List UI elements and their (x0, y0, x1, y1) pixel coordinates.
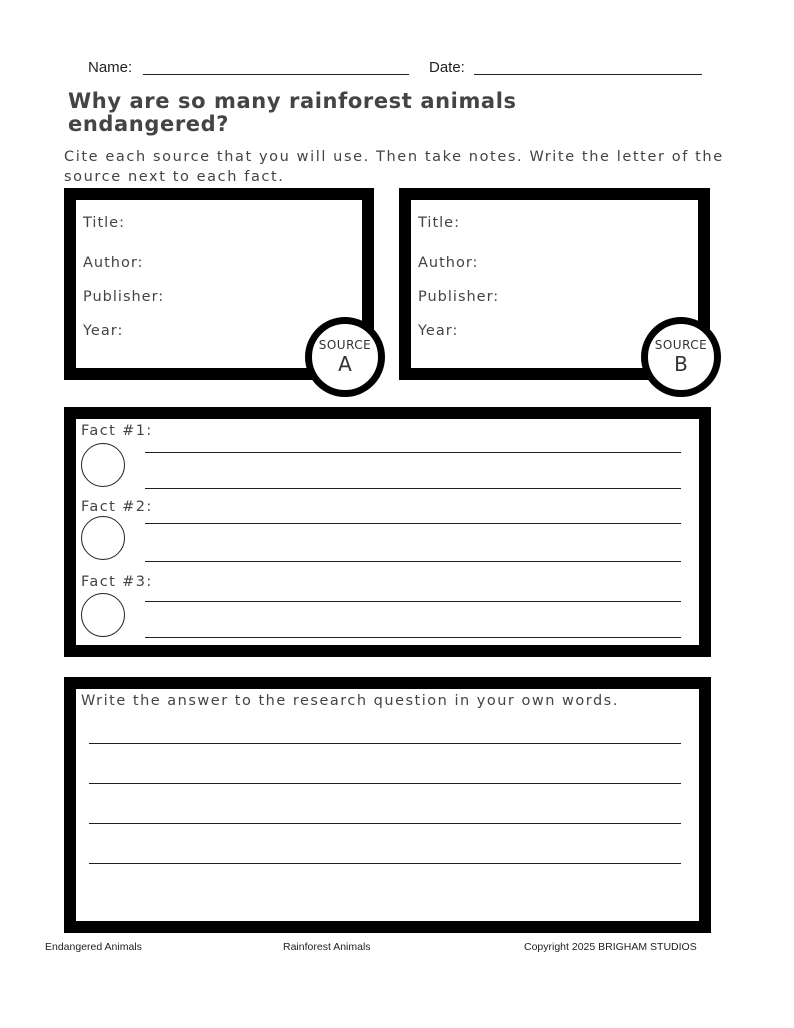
source-b-title-label: Title: (418, 215, 460, 231)
footer-left: Endangered Animals (45, 941, 142, 953)
name-field[interactable] (143, 74, 409, 75)
fact-3-label: Fact #3: (81, 574, 153, 590)
answer-line-1[interactable] (89, 743, 681, 744)
fact-1-source-circle[interactable] (81, 443, 125, 487)
fact-3-line-2[interactable] (145, 637, 681, 638)
fact-2-label: Fact #2: (81, 499, 153, 515)
footer-center: Rainforest Animals (283, 941, 371, 953)
source-a-badge-letter: A (338, 352, 352, 376)
source-a-badge-label: SOURCE (318, 338, 372, 352)
fact-2-line-1[interactable] (145, 523, 681, 524)
source-a-year-label: Year: (83, 323, 124, 339)
facts-box (64, 407, 711, 657)
source-b-badge (641, 317, 721, 397)
fact-2-source-circle[interactable] (81, 516, 125, 560)
answer-prompt: Write the answer to the research question in your own words. (81, 693, 619, 709)
name-label: Name: (88, 59, 133, 76)
instructions: Cite each source that you will use. Then take notes. Write the letter of the source next to each fact. (64, 149, 724, 185)
source-a-title-label: Title: (83, 215, 125, 231)
source-b-publisher-label: Publisher: (418, 289, 500, 305)
answer-box (64, 677, 711, 933)
answer-line-4[interactable] (89, 863, 681, 864)
source-b-badge-label: SOURCE (654, 338, 708, 352)
answer-line-2[interactable] (89, 783, 681, 784)
fact-1-line-2[interactable] (145, 488, 681, 489)
footer-right: Copyright 2025 BRIGHAM STUDIOS (524, 941, 697, 953)
fact-3-line-1[interactable] (145, 601, 681, 602)
fact-3-source-circle[interactable] (81, 593, 125, 637)
source-b-year-label: Year: (418, 323, 459, 339)
fact-1-line-1[interactable] (145, 452, 681, 453)
source-a-badge (305, 317, 385, 397)
answer-line-3[interactable] (89, 823, 681, 824)
source-b-author-label: Author: (418, 255, 479, 271)
date-field[interactable] (474, 74, 702, 75)
source-b-badge-letter: B (674, 352, 688, 376)
fact-1-label: Fact #1: (81, 423, 153, 439)
date-label: Date: (429, 59, 465, 76)
source-a-publisher-label: Publisher: (83, 289, 165, 305)
source-a-author-label: Author: (83, 255, 144, 271)
worksheet-title: Why are so many rainforest animals endangered? (68, 89, 517, 136)
fact-2-line-2[interactable] (145, 561, 681, 562)
